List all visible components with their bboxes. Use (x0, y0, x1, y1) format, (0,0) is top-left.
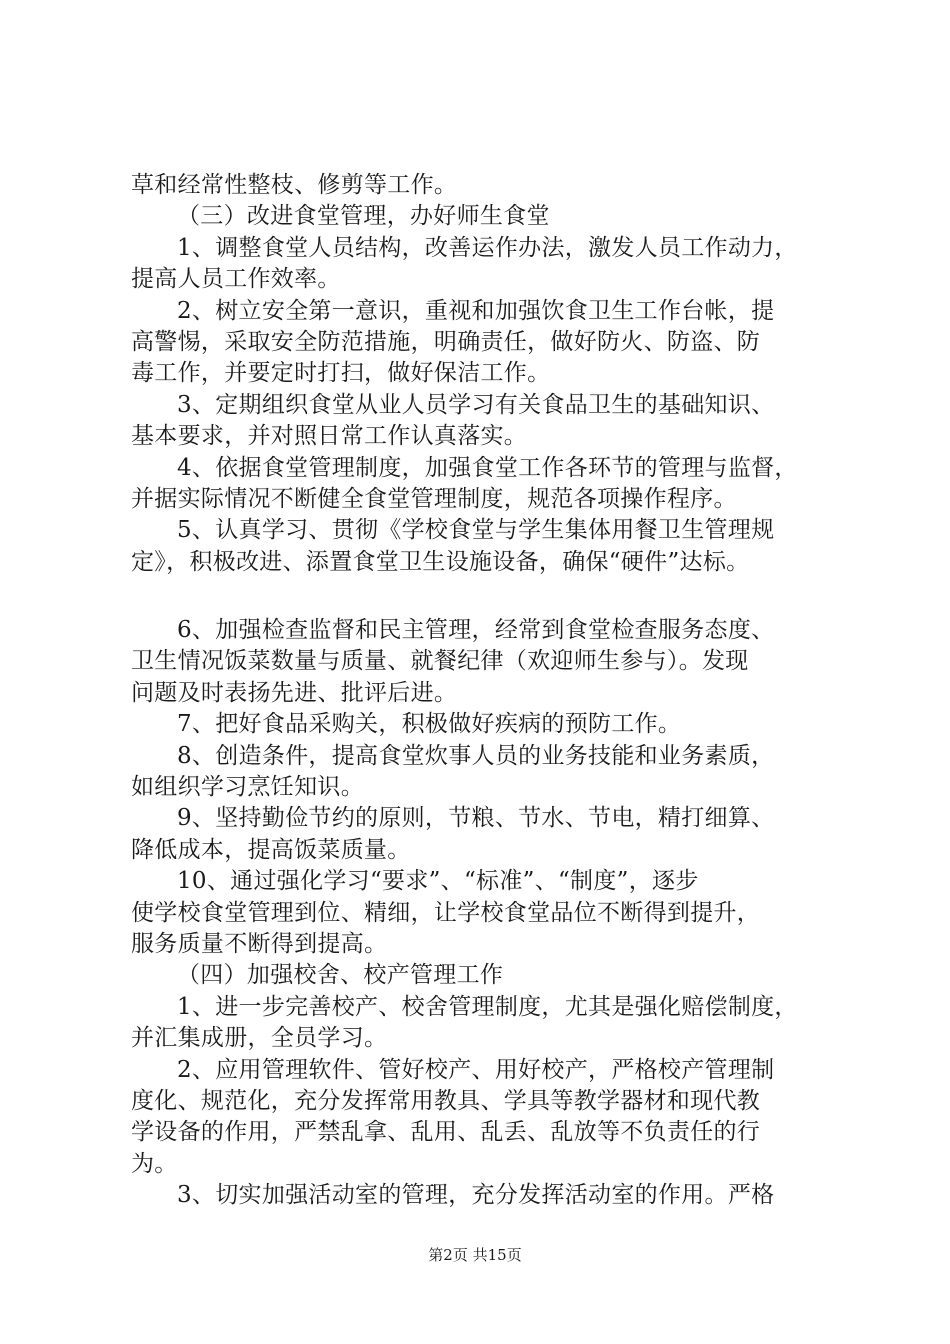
text-line: 问题及时表扬先进、批评后进。 (131, 679, 458, 706)
text-line: 高警惕，采取安全防范措施，明确责任，做好防火、防盗、防 (131, 328, 761, 355)
text-line: 5、认真学习、贯彻《学校食堂与学生集体用餐卫生管理规 (177, 517, 775, 544)
text-line: 并据实际情况不断健全食堂管理制度，规范各项操作程序。 (131, 485, 737, 512)
text-line: 基本要求，并对照日常工作认真落实。 (131, 423, 528, 450)
page-footer: 第2页 共15页 (428, 1246, 522, 1264)
document-body (131, 170, 851, 1212)
text-line: 4、依据食堂管理制度，加强食堂工作各环节的管理与监督， (177, 454, 798, 481)
text-line: 服务质量不断得到提高。 (131, 930, 388, 957)
text-line: 定》，积极改进、添置食堂卫生设施设备，确保“硬件”达标。 (131, 548, 750, 575)
text-line: 使学校食堂管理到位、精细，让学校食堂品位不断得到提升， (131, 899, 761, 926)
text-line: （三）改进食堂管理，办好师生食堂 (177, 203, 550, 230)
text-line: 2、树立安全第一意识，重视和加强饮食卫生工作台帐，提 (177, 297, 775, 324)
text-line: 度化、规范化，充分发挥常用教具、学具等教学器材和现代教 (131, 1087, 761, 1114)
text-line: 2、应用管理软件、管好校产、用好校产，严格校产管理制 (177, 1056, 775, 1083)
text-line: 降低成本，提高饭菜质量。 (131, 836, 411, 863)
text-line: 7、把好食品采购关，积极做好疾病的预防工作。 (177, 711, 682, 738)
text-line: 1、进一步完善校产、校舍管理制度，尤其是强化赔偿制度， (177, 993, 798, 1020)
text-line: 提高人员工作效率。 (131, 266, 341, 293)
text-line: 9、坚持勤俭节约的原则，节粮、节水、节电，精打细算、 (177, 805, 775, 832)
body-section-2 (131, 615, 851, 1211)
text-line: 毒工作，并要定时打扫，做好保洁工作。 (131, 360, 551, 387)
text-line: 卫生情况饭菜数量与质量、就餐纪律（欢迎师生参与）。发现 (131, 648, 749, 675)
text-line: 学设备的作用，严禁乱拿、乱用、乱丢、乱放等不负责任的行 (131, 1119, 761, 1146)
text-line: 8、创造条件，提高食堂炊事人员的业务技能和业务素质， (177, 742, 775, 769)
text-line: 6、加强检查监督和民主管理，经常到食堂检查服务态度、 (177, 617, 775, 644)
paragraph-gap (131, 578, 851, 615)
text-line: 3、定期组织食堂从业人员学习有关食品卫生的基础知识、 (177, 391, 775, 418)
body-section-1 (131, 170, 851, 578)
text-line: 为。 (131, 1150, 178, 1177)
text-line: 如组织学习烹饪知识。 (131, 774, 364, 801)
text-line: 3、切实加强活动室的管理，充分发挥活动室的作用。严格 (177, 1182, 775, 1209)
text-line: 并汇集成册，全员学习。 (131, 1025, 388, 1052)
text-line: 草和经常性整枝、修剪等工作。 (131, 172, 458, 198)
text-line: 10、通过强化学习“要求”、“标准”、“制度”，逐步 (177, 868, 699, 895)
text-line: 1、调整食堂人员结构，改善运作办法，激发人员工作动力， (177, 234, 798, 261)
text-line: （四）加强校舍、校产管理工作 (177, 962, 504, 989)
